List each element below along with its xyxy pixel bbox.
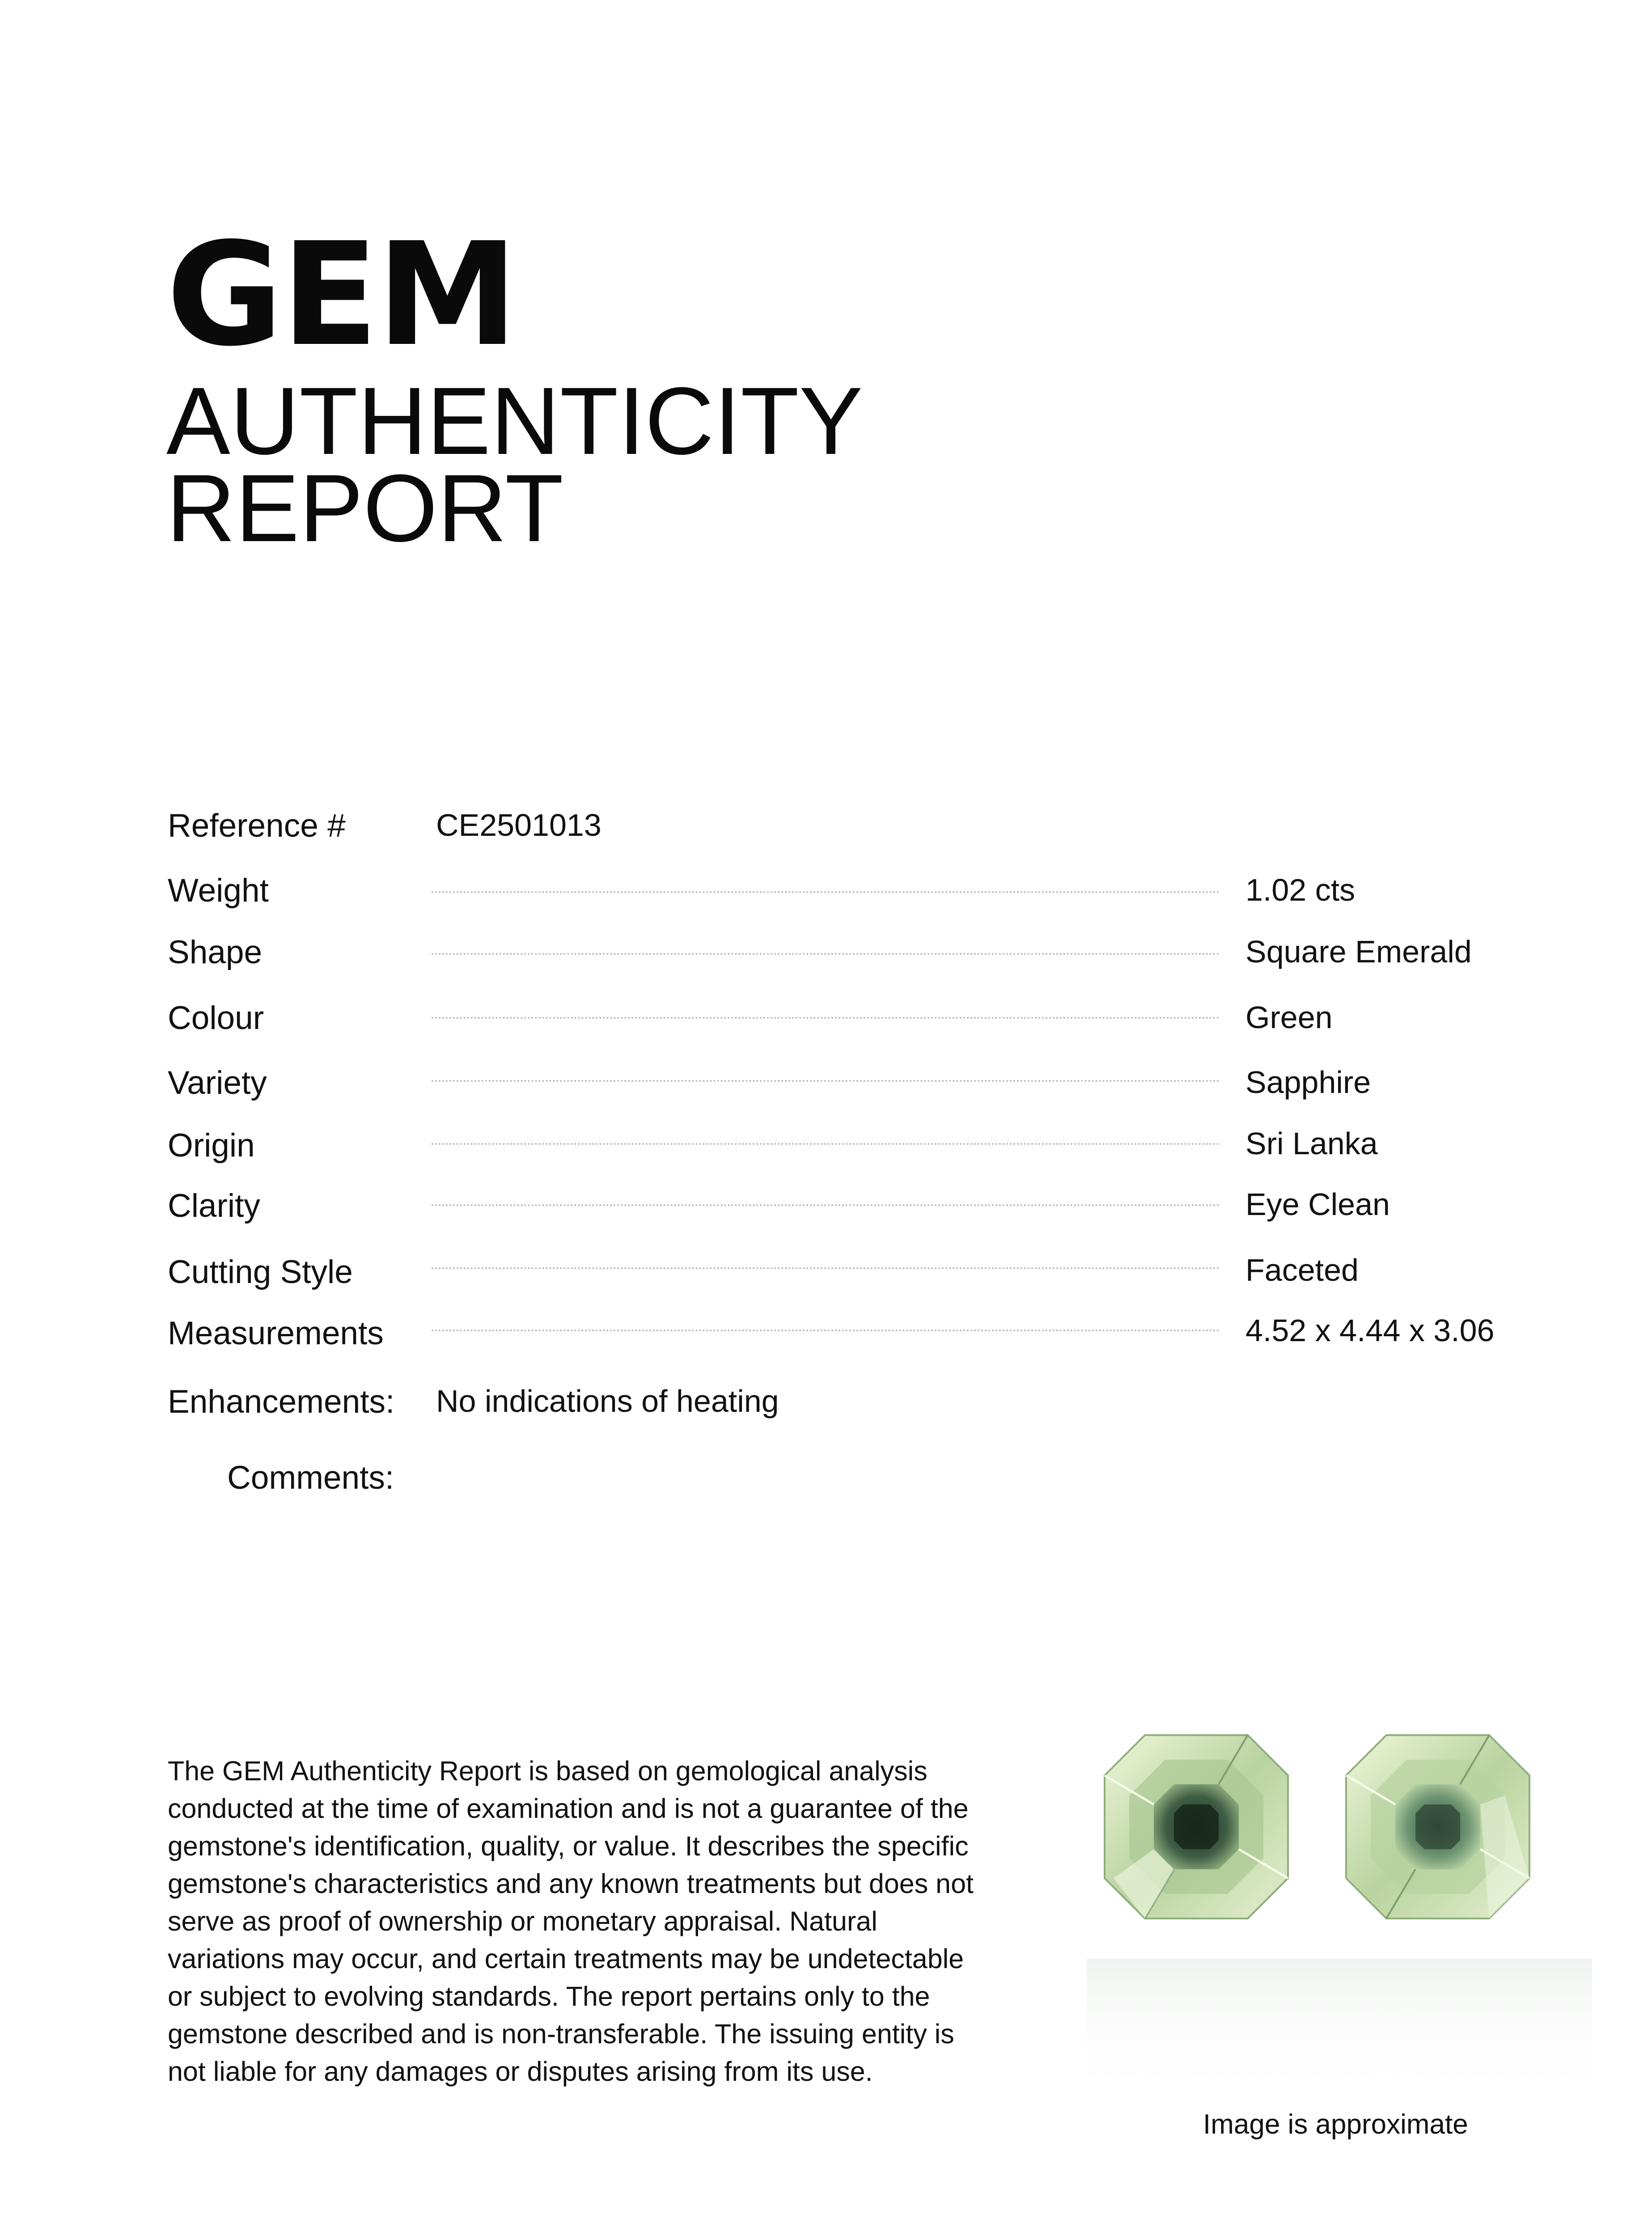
gemstone-photo [1087,1717,1592,2115]
clarity-value: Eye Clean [1245,1187,1390,1222]
colour-leader [432,1017,1220,1019]
report-subtitle-line1: AUTHENTICITY [166,368,863,474]
cutting-style-value: Faceted [1245,1253,1359,1287]
variety-value: Sapphire [1245,1065,1371,1100]
comments-label: Comments: [227,1460,394,1496]
image-caption: Image is approximate [1203,2109,1468,2140]
measurements-leader [432,1330,1220,1331]
variety-leader [432,1080,1220,1082]
origin-leader [432,1143,1220,1145]
report-title: GEM [166,212,517,377]
origin-value: Sri Lanka [1245,1126,1378,1161]
gemstone-right [1346,1735,1529,1918]
weight-leader [432,891,1220,893]
reference-label: Reference # [168,808,346,844]
reference-value: CE2501013 [436,808,601,843]
cutting-style-label: Cutting Style [168,1254,353,1290]
shape-label: Shape [168,934,263,970]
shape-leader [432,953,1220,955]
gemstone-left [1105,1735,1288,1918]
report-subtitle-line2: REPORT [166,455,563,562]
variety-label: Variety [168,1065,267,1101]
clarity-leader [432,1204,1220,1206]
weight-value: 1.02 cts [1245,872,1355,907]
measurements-label: Measurements [168,1315,384,1351]
disclaimer-text: The GEM Authenticity Report is based on gemological analysis conducted at the time of examination and is not a guarantee of the gemstone's identification, quality, or value. It describes the specific gemstone's characteristics and any known treatments but does not serve as proof of ownership or monetary appraisal. Natural variations may occur, and certain treatments may be undetectable or subject to evolving standards. The report pertains only to the gemstone described and is non-transferable. The issuing entity is not liable for any damages or disputes arising from its use. [168,1756,974,2087]
colour-value: Green [1245,1000,1333,1035]
shape-value: Square Emerald [1245,934,1472,969]
weight-label: Weight [168,872,269,909]
reflection-surface [1087,1959,1592,2102]
clarity-label: Clarity [168,1188,260,1224]
enhancements-value: No indications of heating [436,1384,779,1419]
enhancements-label: Enhancements: [168,1384,395,1420]
cutting-style-leader [432,1267,1220,1269]
origin-label: Origin [168,1127,255,1164]
measurements-value: 4.52 x 4.44 x 3.06 [1245,1313,1495,1348]
colour-label: Colour [168,1000,264,1036]
